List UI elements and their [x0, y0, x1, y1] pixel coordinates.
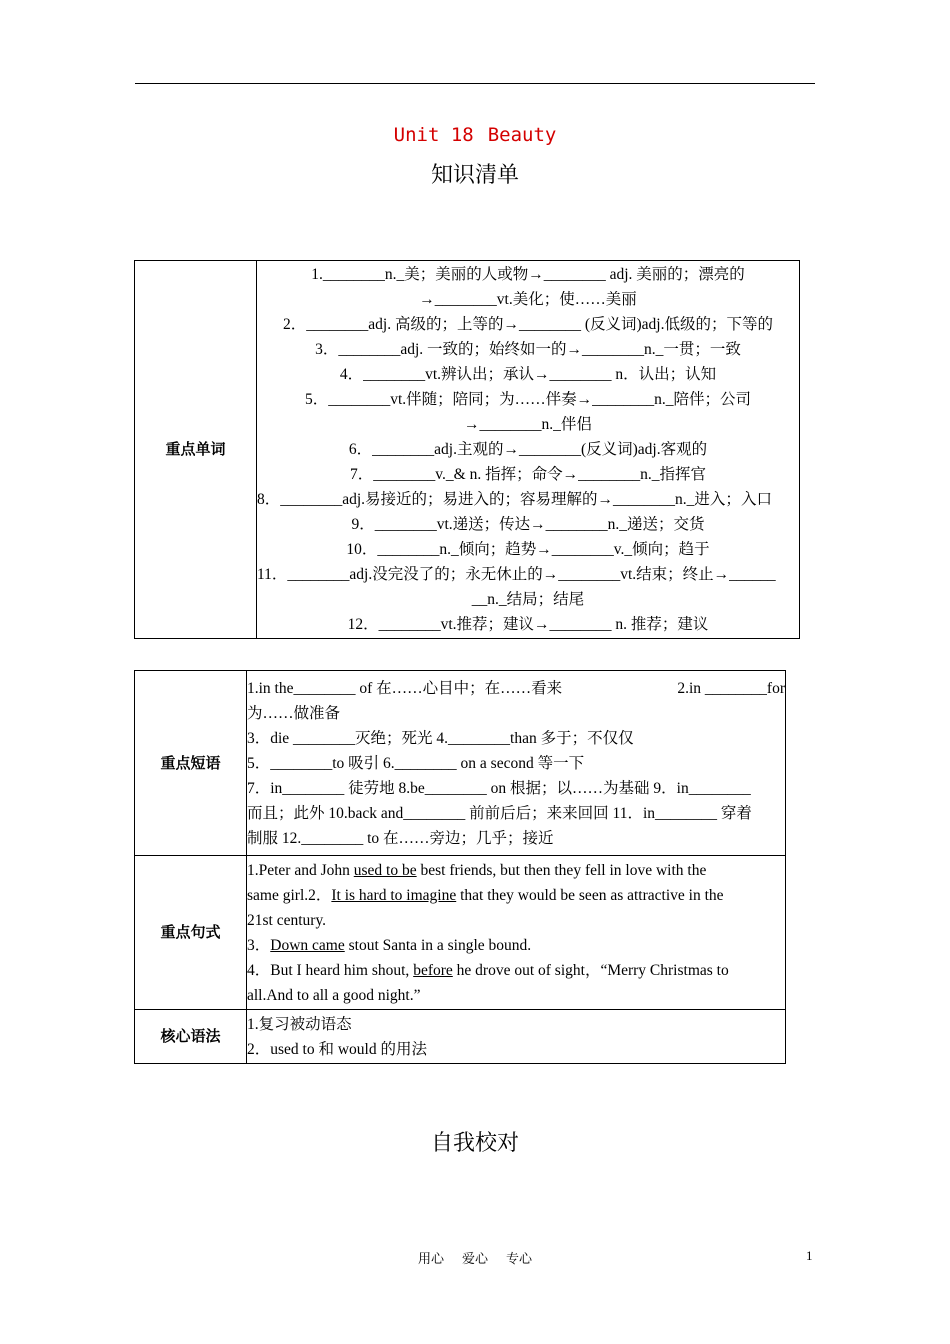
footer-word: 爱心 [461, 1252, 488, 1267]
sentence-line [247, 858, 785, 883]
unit-number: Unit 18 [393, 124, 474, 146]
vocab-line: 9．________vt.递送；传达→________n._递送；交货 [351, 516, 705, 533]
phrases-label: 重点短语 [135, 671, 247, 856]
sentence-pattern: before [413, 962, 453, 979]
vocab-line: 11．________adj.没完没了的；永无休止的→________vt.结束；终止→______ [257, 566, 776, 583]
vocab-line: __n._结局；结尾 [471, 591, 585, 608]
grammar-content [247, 1010, 786, 1064]
unit-topic: Beauty [487, 124, 557, 146]
sentences-label: 重点句式 [135, 856, 247, 1010]
phrase-table [134, 670, 786, 1064]
sentence-pattern: used to be [353, 862, 417, 879]
sentence-line [247, 883, 785, 908]
footer-word: 专心 [506, 1252, 533, 1267]
page-number: 1 [806, 1248, 813, 1263]
vocab-label: 重点单词 [135, 261, 257, 639]
vocab-line: 12．________vt.推荐；建议→________ n. 推荐；建议 [347, 616, 709, 633]
sentence-text: same girl.2． [247, 887, 332, 904]
phrase-line: 7．in________ 徒劳地 8.be________ on 根据；以……为基础 9．in________ [247, 780, 751, 797]
sentence-text: that they would be seen as attractive in the [456, 887, 724, 904]
vocab-line: 8．________adj.易接近的；易进入的；容易理解的→________n._进入；入口 [257, 491, 772, 508]
sentence-text: he drove out of sight，“Merry Christmas to [452, 962, 729, 979]
sentence-line: all.And to all a good night.” [247, 987, 421, 1004]
phrase-line: 而且；此外 10.back and________ 前前后后；来来回回 11．in________ 穿着 [247, 805, 752, 822]
sentence-line [247, 958, 785, 983]
vocab-line: 10．________n._倾向；趋势→________v._倾向；趋于 [346, 541, 710, 558]
sentence-pattern: Down came [270, 937, 345, 954]
vocab-line: 7．________v._& n. 指挥；命令→________n._指挥官 [350, 466, 706, 483]
section-title-self-check: 自我校对 [430, 1130, 519, 1155]
vocab-line: →________n._伴侣 [464, 416, 592, 433]
vocab-line: 5．________vt.伴随；陪同；为……伴奏→________n._陪伴；公司 [304, 391, 752, 408]
unit-title [0, 124, 950, 146]
grammar-line: 2．used to 和 would 的用法 [247, 1041, 427, 1058]
sentence-line [247, 933, 785, 958]
vocab-table [134, 260, 800, 639]
phrase-line-1a: 1.in the________ of 在……心目中；在……看来 [247, 680, 563, 697]
grammar-line: 1.复习被动语态 [247, 1016, 352, 1033]
vocab-line: 3．________adj. 一致的；始终如一的→________n._一贯；一致 [315, 341, 741, 358]
header-rule [135, 83, 815, 84]
sentence-text: best friends, but then they fell in love with the [416, 862, 707, 879]
sentence-text: 1.Peter and John [247, 862, 354, 879]
sentence-line: 21st century. [247, 912, 327, 929]
sentence-text: 3． [247, 937, 271, 954]
sentences-content [247, 856, 786, 1010]
phrases-content [247, 671, 786, 856]
vocab-line: →________vt.美化；使……美丽 [419, 291, 637, 308]
vocab-line: 2．________adj. 高级的；上等的→________ (反义词)adj.低级的；下等的 [283, 316, 773, 333]
phrase-line: 5．________to 吸引 6.________ on a second 等一下 [247, 755, 585, 772]
phrase-line [247, 676, 785, 701]
phrase-line: 为……做准备 [247, 705, 341, 722]
section-title-knowledge: 知识清单 [430, 162, 519, 187]
vocab-line: 6．________adj.主观的→________(反义词)adj.客观的 [348, 441, 708, 458]
grammar-label: 核心语法 [135, 1010, 247, 1064]
vocab-line: 4．________vt.辨认出；承认→________ n．认出；认知 [339, 366, 717, 383]
footer-word: 用心 [417, 1252, 444, 1267]
sentence-text: 4．But I heard him shout, [247, 962, 414, 979]
vocab-content [257, 261, 800, 639]
sentence-pattern: It is hard to imagine [331, 887, 457, 904]
phrase-line: 3．die ________灭绝；死光 4.________than 多于；不仅仅 [247, 730, 634, 747]
sentence-text: stout Santa in a single bound. [344, 937, 532, 954]
phrase-line-1b: 2.in ________for [677, 680, 785, 697]
vocab-line: 1.________n._美；美丽的人或物→________ adj. 美丽的；漂亮的 [311, 266, 745, 283]
phrase-line: 制服 12.________ to 在……旁边；几乎；接近 [247, 830, 554, 847]
